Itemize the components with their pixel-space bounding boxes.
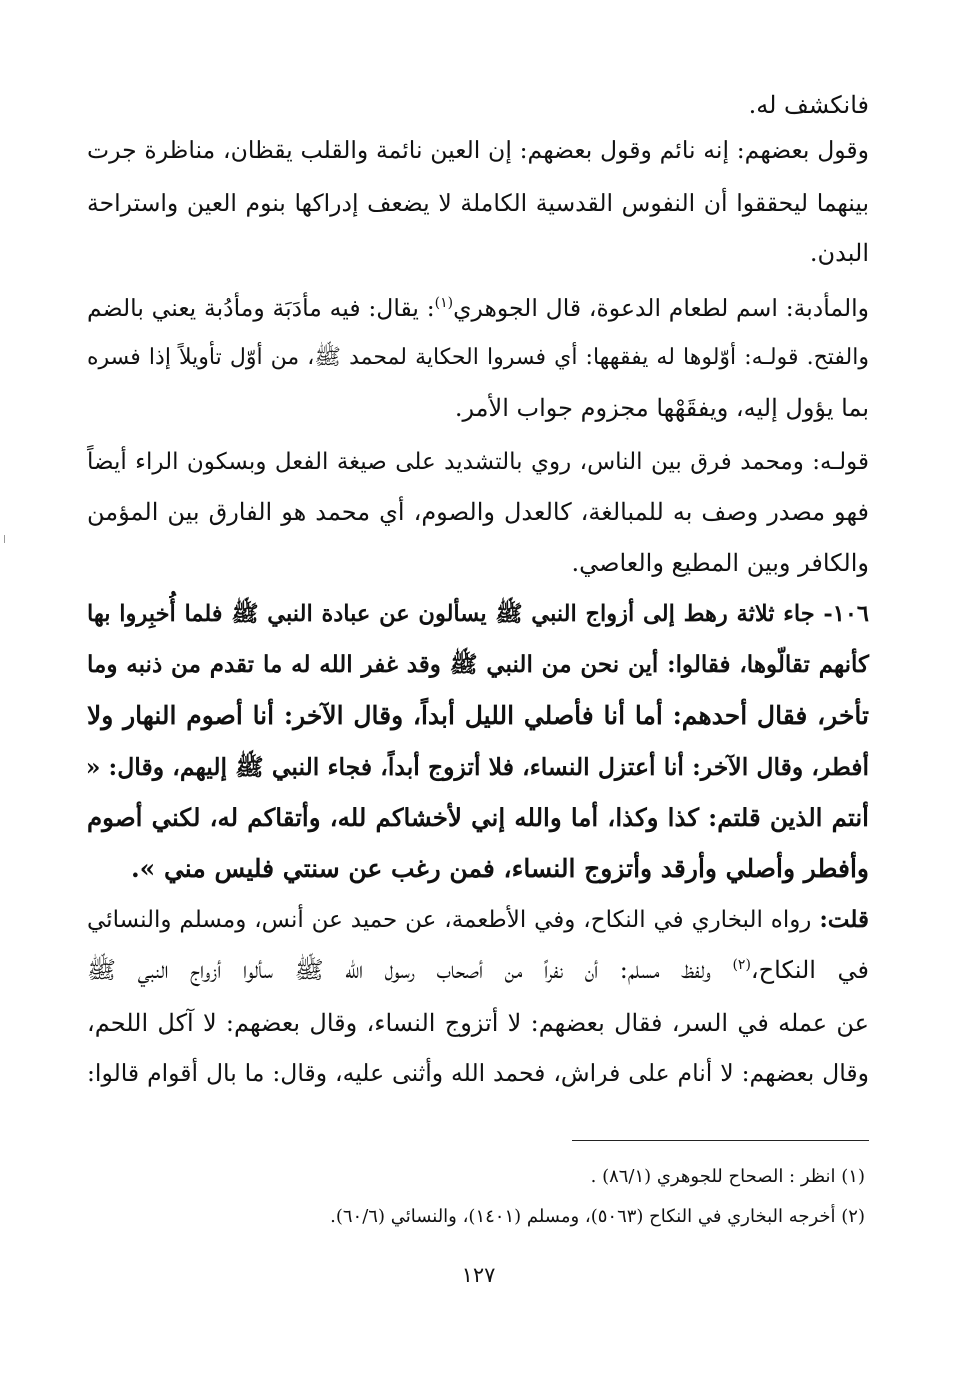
text-line-5 (87, 293, 869, 323)
text-run: وقول بعضهم: إنه نائم وقول بعضهم: إن العين نائمة والقلب يقظان، مناظرة جرت (87, 136, 869, 164)
text-run: أفطر، وقال الآخر: أنا أعتزل النساء، فلا أتزوج أبداً، فجاء النبي ﷺ إليهم، وقال: « (85, 753, 869, 781)
hadith-line-6 (87, 854, 869, 884)
footnote-marker: (٢) (732, 957, 751, 973)
text-run: بما يؤول إليه، ويفقَهْها مجزوم جواب الأمر. (454, 394, 869, 422)
text-line-10 (87, 548, 869, 578)
text-run: والفتح. قولـه: أوّلوها له يفقهها: أي فسروا الحكاية لمحمد ﷺ، من أوّل تأويلاً إذا فسره (87, 345, 869, 370)
text-line-3 (87, 188, 869, 218)
text-run: والكافر وبين المطيع والعاصي. (571, 549, 869, 577)
text-run: أنتم الذين قلتم: كذا وكذا، أما والله إني لأخشاكم لله، وأتقاكم له، لكني أصوم (87, 803, 869, 832)
text-line-11 (87, 905, 869, 935)
page-number: ١٢٧ (461, 1263, 496, 1287)
footnote-marker: (١) (434, 295, 454, 312)
footnote-1: (١) انظر : الصحاح للجوهري (٨٦/١) . (590, 1166, 865, 1187)
text-run: ١٠٦- جاء ثلاثة رهط إلى أزواج النبي ﷺ يسألون عن عبادة النبي ﷺ فلما أُخبِروا بها (87, 601, 869, 627)
text-line-1 (87, 90, 869, 120)
hadith-line-2 (87, 650, 869, 680)
text-line-9 (87, 497, 869, 527)
text-line-7 (87, 393, 869, 423)
text-run: بينهما ليحققوا أن النفوس القدسية الكاملة لا يضعف إدراكها بنوم العين واستراحة (87, 189, 869, 217)
text-line-4 (87, 238, 869, 268)
text-run: قولـه: ومحمد فرق بين الناس، روي بالتشديد على صيغة الفعل وبسكون الراء أيضاً (87, 449, 869, 475)
text-line-14 (87, 1058, 869, 1088)
text-line-2 (87, 135, 869, 165)
qultu-label: قلت: (819, 906, 869, 933)
text-run: تأخر، فقال أحدهم: أما أنا فأصلي الليل أبداً، وقال الآخر: أنا أصوم النهار ولا (87, 701, 869, 730)
scan-edge-mark (4, 535, 9, 543)
text-run: كأنهم تقالّوها، فقالوا: أين نحن من النبي ﷺ وقد غفر الله له ما تقدم من ذنبه وما (87, 651, 869, 678)
text-line-12 (87, 955, 869, 985)
text-line-6 (87, 343, 869, 373)
text-run: والمأدبة: اسم لطعام الدعوة، قال الجوهري (453, 294, 869, 322)
text-run: ولفظ مسلم: أن نفراً من أصحاب رسول الله ﷺ سألوا أزواج النبي ﷺ (87, 956, 733, 984)
footnote-2: (٢) أخرجه البخاري في النكاح (٥٠٦٣)، ومسلم (١٤٠١)، والنسائي (٦٠/٦). (330, 1206, 865, 1227)
text-run: عن عمله في السر، فقال بعضهم: لا أتزوج النساء، وقال بعضهم: لا آكل اللحم، (87, 1009, 869, 1037)
text-run: فهو مصدر وصف به للمبالغة، كالعدل والصوم، أي محمد هو الفارق بين المؤمن (87, 498, 869, 526)
text-run: رواه البخاري في النكاح، وفي الأطعمة، عن حميد عن أنس، ومسلم والنسائي (87, 907, 820, 933)
hadith-line-4 (87, 752, 869, 782)
text-run: : يقال: فيه مأدَبَة ومأدُبة يعني بالضم (87, 294, 435, 322)
text-run: في النكاح، (750, 956, 869, 984)
hadith-line-1 (87, 599, 869, 629)
text-run: فانكشف له. (748, 91, 869, 119)
hadith-line-5 (87, 803, 869, 833)
text-run: البدن. (809, 239, 869, 267)
footnote-divider (572, 1140, 869, 1141)
hadith-line-3 (87, 701, 869, 731)
text-run: وأفطر وأصلي وأرقد وأتزوج النساء، فمن رغب عن سنتي فليس مني ». (130, 854, 869, 883)
text-run: وقال بعضهم: لا أنام على فراش، فحمد الله وأثنى عليه، وقال: ما بال أقوام قالوا: (87, 1059, 869, 1087)
text-line-8 (87, 447, 869, 477)
text-line-13 (87, 1008, 869, 1038)
